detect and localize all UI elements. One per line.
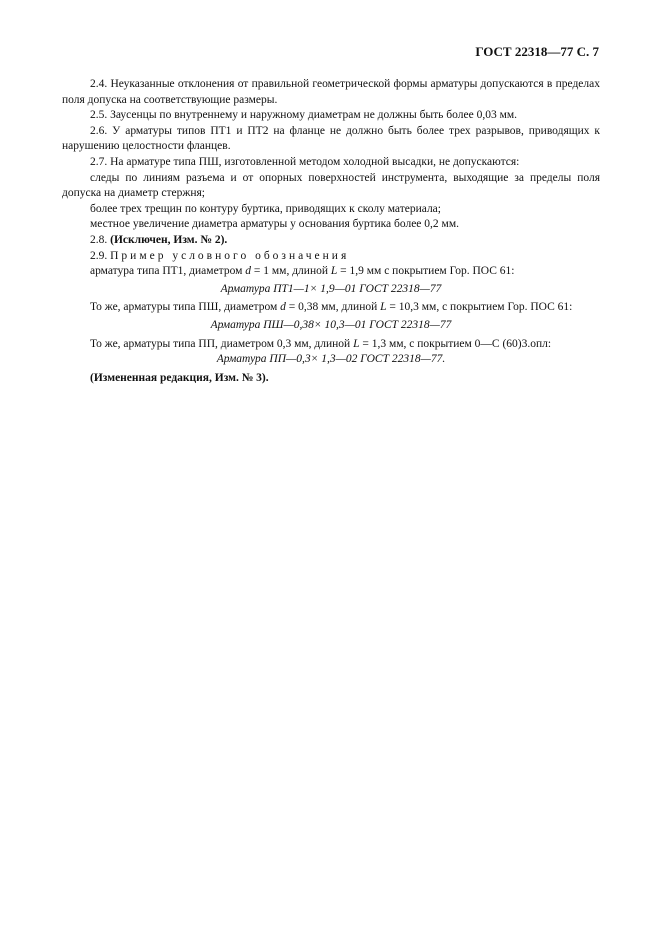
example-3-l-symbol: L xyxy=(353,337,360,350)
example-3-text xyxy=(62,337,600,353)
example-2-text xyxy=(62,300,600,316)
amendment-note xyxy=(62,371,600,387)
clause-2-8-number: 2.8. xyxy=(90,233,108,246)
example-2-l-symbol: L xyxy=(380,301,387,314)
example-2-part-c: = 10,3 мм, с покрытием Гор. ПОС 61: xyxy=(386,301,573,314)
clause-2-7: 2.7. На арматуре типа ПШ, изготовленной методом холодной высадки, не допускаются: xyxy=(90,155,520,168)
example-1-part-b: = 1 мм, длиной xyxy=(251,265,331,278)
example-2-d-symbol: d xyxy=(280,301,286,314)
example-3-code: Арматура ПП—0,3× 1,3—02 ГОСТ 22318—77. xyxy=(216,353,446,366)
example-2-designation xyxy=(62,318,600,334)
clause-2-5: 2.5. Заусенцы по внутреннему и наружному диаметрам не должны быть более 0,03 мм. xyxy=(90,109,517,122)
clause-2-9-heading: Пример условного обозначения xyxy=(110,249,350,262)
example-3-part-a: То же, арматуры типа ПП, диаметром 0,3 мм, длиной xyxy=(90,337,354,350)
example-2-part-a: То же, арматуры типа ПШ, диаметром xyxy=(90,301,281,314)
clause-2-4: 2.4. Неуказанные отклонения от правильной геометрической формы арматуры допускаются в пределах поля допуска на соответствующие размеры. xyxy=(62,78,600,106)
example-1-text xyxy=(62,264,600,280)
clause-2-8-text: (Исключен, Изм. № 2). xyxy=(110,233,228,246)
example-1-part-c: = 1,9 мм с покрытием Гор. ПОС 61: xyxy=(337,265,515,278)
clause-2-9 xyxy=(62,249,600,265)
example-1-code: Арматура ПТ1—1× 1,9—01 ГОСТ 22318—77 xyxy=(220,282,442,295)
example-2-part-b: = 0,38 мм, длиной xyxy=(285,301,381,314)
amendment-text: (Измененная редакция, Изм. № 3). xyxy=(90,371,269,384)
example-1-d-symbol: d xyxy=(245,265,252,278)
clause-2-9-number: 2.9. xyxy=(90,249,108,262)
example-1-l-symbol: L xyxy=(330,265,338,278)
example-3-part-b: = 1,3 мм, с покрытием 0—С (60)3.опл: xyxy=(359,337,552,350)
document-body xyxy=(62,77,600,386)
clause-2-7-item-3: местное увеличение диаметра арматуры у основания буртика более 0,2 мм. xyxy=(90,218,459,231)
clause-2-6: 2.6. У арматуры типов ПТ1 и ПТ2 на фланце не должно быть более трех разрывов, приводящих к нарушению целостности фланцев. xyxy=(62,124,600,153)
example-1-designation xyxy=(62,282,600,298)
clause-2-8 xyxy=(62,233,600,249)
example-1-part-a: арматура типа ПТ1, диаметром xyxy=(90,265,246,278)
page-header: ГОСТ 22318—77 С. 7 xyxy=(475,44,599,59)
example-3-designation xyxy=(62,352,600,368)
example-2-code: Арматура ПШ—0,38× 10,3—01 ГОСТ 22318—77 xyxy=(210,318,452,331)
clause-2-7-item-2: более трех трещин по контуру буртика, приводящих к сколу материала; xyxy=(90,202,441,215)
clause-2-7-item-1: следы по линиям разъема и от опорных поверхностей инструмента, выходящие за пределы поля допуска на диаметр стержня; xyxy=(62,171,600,200)
